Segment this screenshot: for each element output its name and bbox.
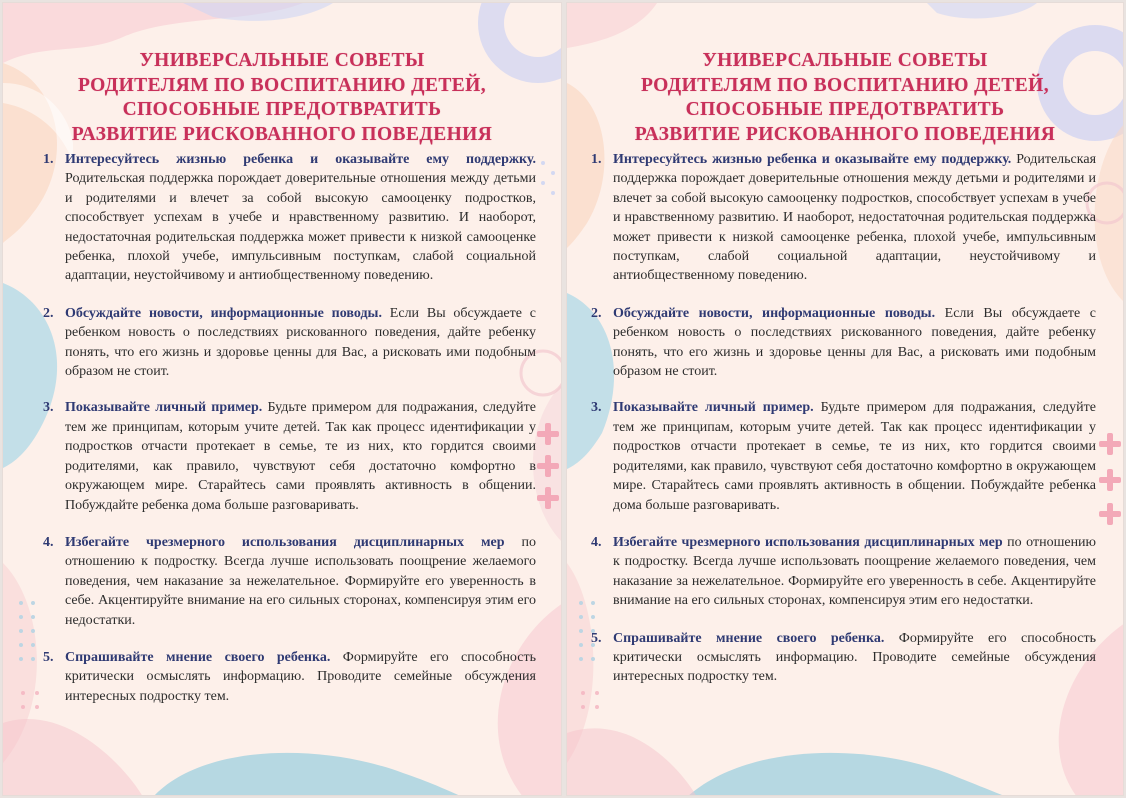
advice-number: 4. [591, 534, 602, 550]
advice-text: Родительская поддержка порождает доверительные отношения между детьми и родителями и влечет за собой высокую самооценку подростков, способствует успехам в учебе и нравственному развитию. И наоборот, недостаточная родительская поддержка может привести к низкой самооценке ребенка, плохой учебе, импульсивным поступкам, слабой социальной адаптации, неустойчивому и антиобщественному поведению. [613, 152, 1097, 284]
advice-heading: Интересуйтесь жизнью ребенка и оказывайте ему поддержку. [613, 152, 1012, 167]
advice-item [43, 533, 536, 630]
leaflet-page-right [566, 2, 1124, 796]
title-line: РОДИТЕЛЯМ ПО ВОСПИТАНИЮ ДЕТЕЙ, [640, 74, 1050, 96]
advice-heading: Избегайте чрезмерного использования дисциплинарных мер [613, 534, 1003, 550]
advice-item [591, 304, 1096, 382]
advice-list [591, 150, 1096, 705]
advice-heading: Спрашивайте мнение своего ребенка. [613, 630, 885, 646]
advice-text: Родительская поддержка порождает доверительные отношения между детьми и родителями и влечет за собой высокую самооценку подростков, способствует успехам в учебе и нравственному развитию. И наоборот, недостаточная родительская поддержка может привести к низкой самооценке ребенка, плохой учебе, импульсивным поступкам, слабой социальной адаптации, неустойчивому и антиобщественному поведению. [65, 171, 536, 284]
advice-number: 3. [591, 400, 602, 416]
plus-decoration-icon [1099, 503, 1121, 525]
advice-item [591, 398, 1096, 514]
title-line: РАЗВИТИЕ РИСКОВАННОГО ПОВЕДЕНИЯ [634, 123, 1056, 145]
title-line: РОДИТЕЛЯМ ПО ВОСПИТАНИЮ ДЕТЕЙ, [77, 74, 487, 96]
title-line: УНИВЕРСАЛЬНЫЕ СОВЕТЫ [702, 50, 988, 71]
advice-text: Если Вы обсуждаете с ребенком новость о последствиях рискованного поведения, дайте ребенку понять, что его жизнь и здоровье ценны для Вас, а рисковать ими подобным образом не стоит. [65, 305, 536, 380]
plus-decoration-icon [1099, 469, 1121, 491]
page-title [3, 49, 561, 147]
advice-text: Будьте примером для подражания, следуйте тем же принципам, которым учите детей. Так как процесс идентификации у подростков отчасти протекает в семье, те из них, кто гордится своими родителями, как правило, чувствуют себя достаточно комфортно в окружающем мире. Старайтесь сами проявлять активность в общении. Побуждайте ребенка дома больше разговаривать. [65, 400, 536, 513]
title-line: РАЗВИТИЕ РИСКОВАННОГО ПОВЕДЕНИЯ [71, 123, 493, 145]
advice-number: 5. [43, 649, 54, 665]
advice-text: Формируйте его способность критически осмыслять информацию. Проводите семейные обсуждения интересных подростку тем. [613, 630, 1096, 685]
advice-item [591, 629, 1096, 687]
advice-text: Если Вы обсуждаете с ребенком новость о последствиях рискованного поведения, дайте ребенку понять, что его жизнь и здоровье ценны для Вас, а рисковать ими подобным образом не стоит. [613, 305, 1096, 380]
advice-heading: Обсуждайте новости, информационные поводы. [613, 305, 936, 321]
plus-decoration-icon [537, 423, 559, 445]
advice-list [43, 150, 536, 724]
advice-number: 5. [591, 630, 602, 646]
page-title [567, 49, 1123, 147]
advice-heading: Спрашивайте мнение своего ребенка. [65, 649, 331, 665]
advice-number: 3. [43, 400, 54, 416]
advice-number: 4. [43, 534, 54, 550]
advice-item [43, 648, 536, 706]
advice-item [591, 533, 1096, 611]
title-line: СПОСОБНЫЕ ПРЕДОТВРАТИТЬ [685, 99, 1005, 120]
advice-heading: Обсуждайте новости, информационные поводы. [65, 305, 382, 321]
advice-text: Формируйте его способность критически осмыслять информацию. Проводите семейные обсуждения интересных подростку тем. [65, 649, 536, 704]
advice-heading: Избегайте чрезмерного использования дисциплинарных мер [65, 534, 505, 550]
advice-item [43, 150, 536, 286]
advice-text: по отношению к подростку. Всегда лучше использовать поощрение желаемого поведения, чем наказание за нежелательное. Формируйте его уверенность в себе. Акцентируйте внимание на его сильных сторонах, компенсируя этим его недостатки. [65, 534, 536, 628]
advice-heading: Показывайте личный пример. [65, 400, 263, 416]
plus-decoration-icon [1099, 433, 1121, 455]
advice-number: 2. [591, 305, 602, 321]
advice-item [43, 304, 536, 382]
advice-text: Будьте примером для подражания, следуйте тем же принципам, которым учите детей. Так как процесс идентификации у подростков отчасти протекает в семье, те из них, кто гордится своими родителями, как правило, чувствуют себя достаточно комфортно в окружающем мире. Старайтесь сами проявлять активность в общении. Побуждайте ребенка дома больше разговаривать. [613, 400, 1096, 513]
advice-number: 1. [591, 152, 602, 167]
leaflet-page-left [2, 2, 562, 796]
title-line: УНИВЕРСАЛЬНЫЕ СОВЕТЫ [139, 50, 425, 71]
plus-decoration-icon [537, 487, 559, 509]
advice-heading: Показывайте личный пример. [613, 400, 814, 416]
advice-text: по отношению к подростку. Всегда лучше использовать поощрение желаемого поведения, чем наказание за нежелательное. Формируйте его уверенность в себе. Акцентируйте внимание на его сильных сторонах, компенсируя этим его недостатки. [613, 534, 1097, 609]
advice-item [591, 150, 1096, 286]
advice-item [43, 398, 536, 514]
advice-number: 2. [43, 305, 54, 321]
advice-number: 1. [43, 152, 54, 167]
advice-heading: Интересуйтесь жизнью ребенка и оказывайте ему поддержку. [65, 152, 536, 167]
plus-decoration-icon [537, 455, 559, 477]
title-line: СПОСОБНЫЕ ПРЕДОТВРАТИТЬ [122, 99, 442, 120]
